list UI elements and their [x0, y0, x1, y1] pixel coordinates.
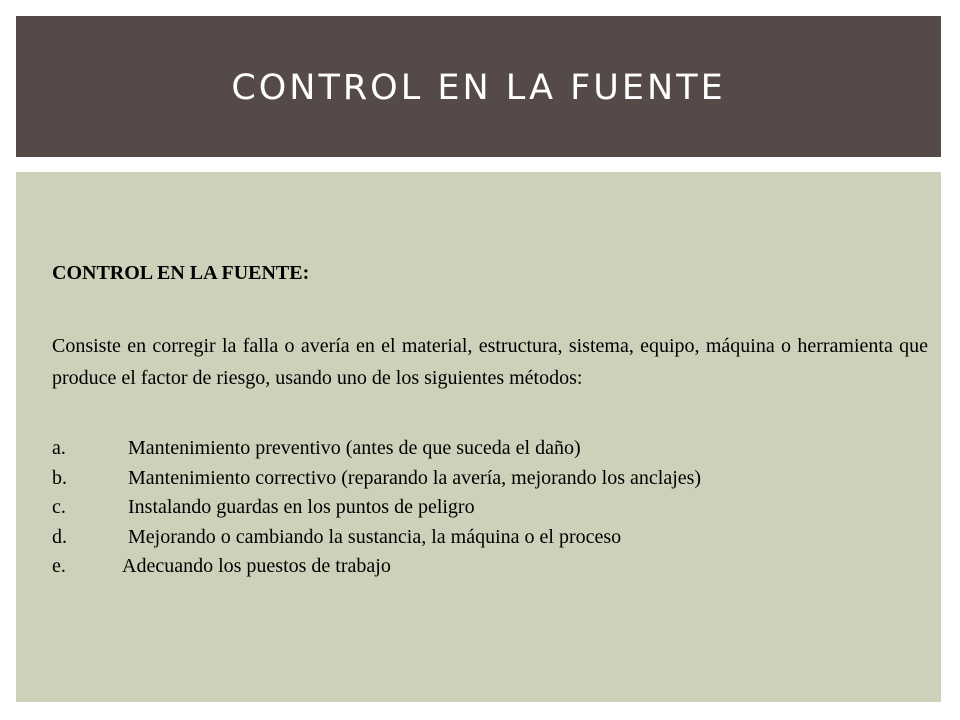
list-item-text: Mantenimiento preventivo (antes de que suceda el daño) [128, 437, 581, 459]
methods-list [52, 434, 928, 582]
slide-title: CONTROL EN LA FUENTE [231, 67, 726, 108]
list-item [52, 434, 928, 464]
list-item-marker: d. [52, 525, 67, 548]
list-item-text: Mantenimiento correctivo (reparando la avería, mejorando los anclajes) [128, 466, 702, 489]
list-item-marker: c. [52, 496, 66, 518]
list-item [52, 523, 928, 553]
list-item-marker: a. [52, 437, 66, 459]
list-item [52, 493, 928, 523]
description-paragraph: Consiste en corregir la falla o avería en el material, estructura, sistema, equipo, máquina o herramienta que produce el factor de riesgo, usando uno de los siguientes métodos: [52, 335, 928, 389]
title-bar [16, 16, 941, 157]
content-box [16, 172, 941, 702]
list-item-text: Adecuando los puestos de trabajo [122, 555, 391, 577]
list-item [52, 464, 928, 494]
list-item [52, 552, 928, 582]
section-heading: CONTROL EN LA FUENTE: [52, 262, 310, 284]
list-item-text: Instalando guardas en los puntos de peligro [128, 496, 475, 518]
content-body [52, 258, 928, 582]
list-item-marker: e. [52, 555, 66, 577]
list-item-marker: b. [52, 466, 67, 489]
list-item-text: Mejorando o cambiando la sustancia, la máquina o el proceso [128, 525, 622, 548]
